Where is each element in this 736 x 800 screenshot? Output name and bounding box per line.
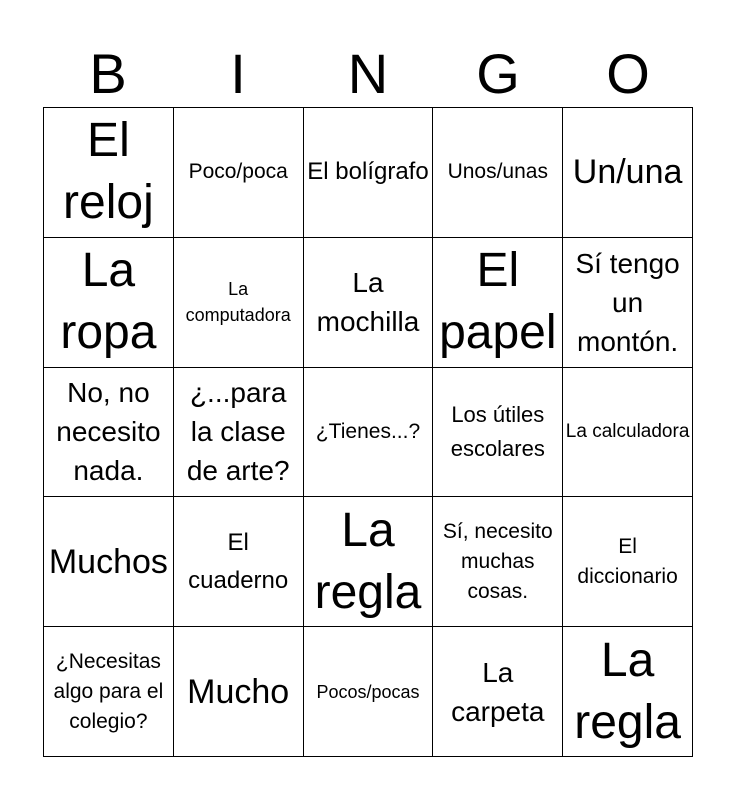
bingo-cell[interactable] bbox=[174, 368, 304, 498]
cell-text: El diccionario bbox=[577, 534, 678, 588]
cell-text: Los útiles escolares bbox=[450, 401, 545, 461]
cell-text: Poco/poca bbox=[188, 160, 288, 184]
bingo-cell[interactable] bbox=[563, 497, 693, 627]
cell-text: El reloj bbox=[63, 114, 154, 230]
cell-text: La carpeta bbox=[451, 656, 545, 727]
bingo-cell[interactable] bbox=[563, 238, 693, 368]
bingo-header bbox=[43, 40, 693, 108]
cell-text: La ropa bbox=[60, 244, 157, 360]
cell-text: Sí, necesito muchas cosas. bbox=[442, 519, 553, 603]
bingo-cell[interactable] bbox=[174, 238, 304, 368]
bingo-cell[interactable] bbox=[44, 368, 174, 498]
cell-text: Muchos bbox=[48, 542, 168, 581]
bingo-cell[interactable] bbox=[44, 108, 174, 238]
bingo-grid bbox=[43, 107, 693, 757]
bingo-cell[interactable] bbox=[44, 497, 174, 627]
header-letter-i: I bbox=[230, 42, 246, 105]
header-letter-o: O bbox=[606, 42, 650, 105]
cell-text: El cuaderno bbox=[188, 528, 289, 594]
cell-text: Sí tengo un montón. bbox=[575, 247, 680, 357]
bingo-cell[interactable] bbox=[44, 627, 174, 757]
bingo-cell[interactable] bbox=[433, 368, 563, 498]
cell-text: La calculadora bbox=[565, 421, 690, 443]
bingo-cell[interactable] bbox=[304, 497, 434, 627]
header-letter-g: G bbox=[476, 42, 520, 105]
cell-text: La computadora bbox=[185, 279, 291, 326]
bingo-cell[interactable] bbox=[563, 108, 693, 238]
bingo-cell[interactable] bbox=[304, 238, 434, 368]
bingo-cell[interactable] bbox=[433, 108, 563, 238]
cell-text: Unos/unas bbox=[447, 160, 548, 184]
bingo-cell[interactable] bbox=[174, 108, 304, 238]
bingo-cell[interactable] bbox=[174, 627, 304, 757]
cell-text: La regla bbox=[574, 633, 681, 749]
cell-text: ¿Tienes...? bbox=[315, 419, 421, 443]
bingo-cell[interactable] bbox=[44, 238, 174, 368]
bingo-cell[interactable] bbox=[433, 627, 563, 757]
cell-text: La mochilla bbox=[316, 267, 420, 338]
bingo-cell[interactable] bbox=[563, 627, 693, 757]
cell-text: Un/una bbox=[572, 153, 683, 192]
bingo-cell[interactable] bbox=[433, 497, 563, 627]
bingo-cell[interactable] bbox=[563, 368, 693, 498]
cell-text: El bolígrafo bbox=[307, 158, 429, 186]
bingo-cell[interactable] bbox=[304, 368, 434, 498]
bingo-cell[interactable] bbox=[304, 108, 434, 238]
cell-text: La regla bbox=[314, 503, 422, 619]
cell-text: ¿Necesitas algo para el colegio? bbox=[53, 649, 164, 733]
cell-text: Pocos/pocas bbox=[316, 681, 420, 702]
header-letter-n: N bbox=[347, 42, 389, 105]
cell-text: Mucho bbox=[187, 672, 290, 711]
bingo-cell[interactable] bbox=[433, 238, 563, 368]
cell-text: No, no necesito nada. bbox=[56, 377, 161, 487]
header-letter-b: B bbox=[89, 42, 127, 105]
bingo-cell[interactable] bbox=[174, 497, 304, 627]
bingo-cell[interactable] bbox=[304, 627, 434, 757]
cell-text: ¿...para la clase de arte? bbox=[186, 377, 290, 487]
cell-text: El papel bbox=[439, 244, 557, 360]
